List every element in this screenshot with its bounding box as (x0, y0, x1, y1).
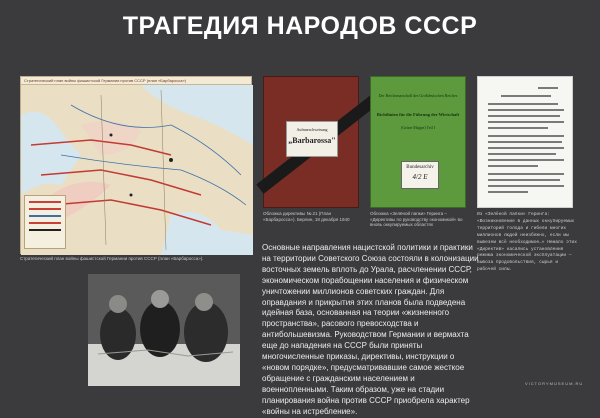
stamp-number: 4/2 E (412, 173, 428, 181)
directive-label-small: Aufmarschweisung (296, 127, 328, 132)
directive-caption: Обложка директивы № 21 (План «Барбаросса»). Берлин, 18 декабря 1940 (263, 211, 350, 222)
page-title: ТРАГЕДИЯ НАРОДОВ СССР (122, 12, 478, 40)
officers-at-map-photo (88, 274, 240, 386)
typed-document-page (477, 76, 573, 208)
barbarossa-directive-cover (263, 76, 359, 208)
directive-label (286, 121, 338, 157)
green-folder-caption: Обложка «Зелёной папки» Геринга – «Директивы по руководству экономикой» во вновь оккупируемых областях (370, 211, 463, 228)
green-folder-cover (370, 76, 466, 208)
site-url: VICTORYMUSEUM.RU (525, 381, 584, 386)
green-folder-title: Richtlinien für die Führung der Wirtschaft (376, 112, 460, 117)
map-caption: Стратегический план войны фашистской Германии против СССР (план «Барбаросса»). (20, 256, 204, 261)
goering-quote-text: Из «Зелёной папки» Геринга: «Возникновение в данных оккупируемых территорий голода и гибели многих миллионов людей неизбежно, если мы вывезем всё необходимое…» Немало этих «Директив» касались установления режима экономической эксплуатации — вывоза продовольствия, сырья и рабочей силы. (477, 212, 577, 273)
green-folder-subtitle: (Grüne Mappe) Teil I (400, 125, 436, 131)
green-folder-top-text: Der Reichsmarschall des Großdeutschen Reiches (378, 93, 458, 98)
stamp-text: Bundesarchiv (406, 165, 434, 170)
map-legend (24, 195, 66, 249)
main-body-text: Основные направления нацистской политики и практики на территории Советского Союза состояли в колонизации восточных земель вплоть до Урала, расчленении СССР, экономическом порабощении населения и физическом уничтожении миллионов советских граждан. Для оправдания и прикрытия этих планов была подведена идейная база, основанная на теории «жизненного пространства», расового превосходства и антибольшевизма. Руководством Германии и вермахта еще до нападения на СССР были приняты многочисленные приказы, директивы, инструкции о «новом порядке», предусматривавшие самое жесткое обращение с гражданским населением и военнопленными. Таким образом, уже на стадии планирования война против СССР приобрела характер «войны на истребление». (262, 243, 479, 416)
barbarossa-map-image (20, 76, 252, 254)
archive-stamp (401, 161, 439, 189)
map-header: Стратегический план войны фашистской Германии против СССР (план «Барбаросса») (21, 77, 251, 85)
directive-label-big: „Barbarossa" (288, 136, 336, 145)
